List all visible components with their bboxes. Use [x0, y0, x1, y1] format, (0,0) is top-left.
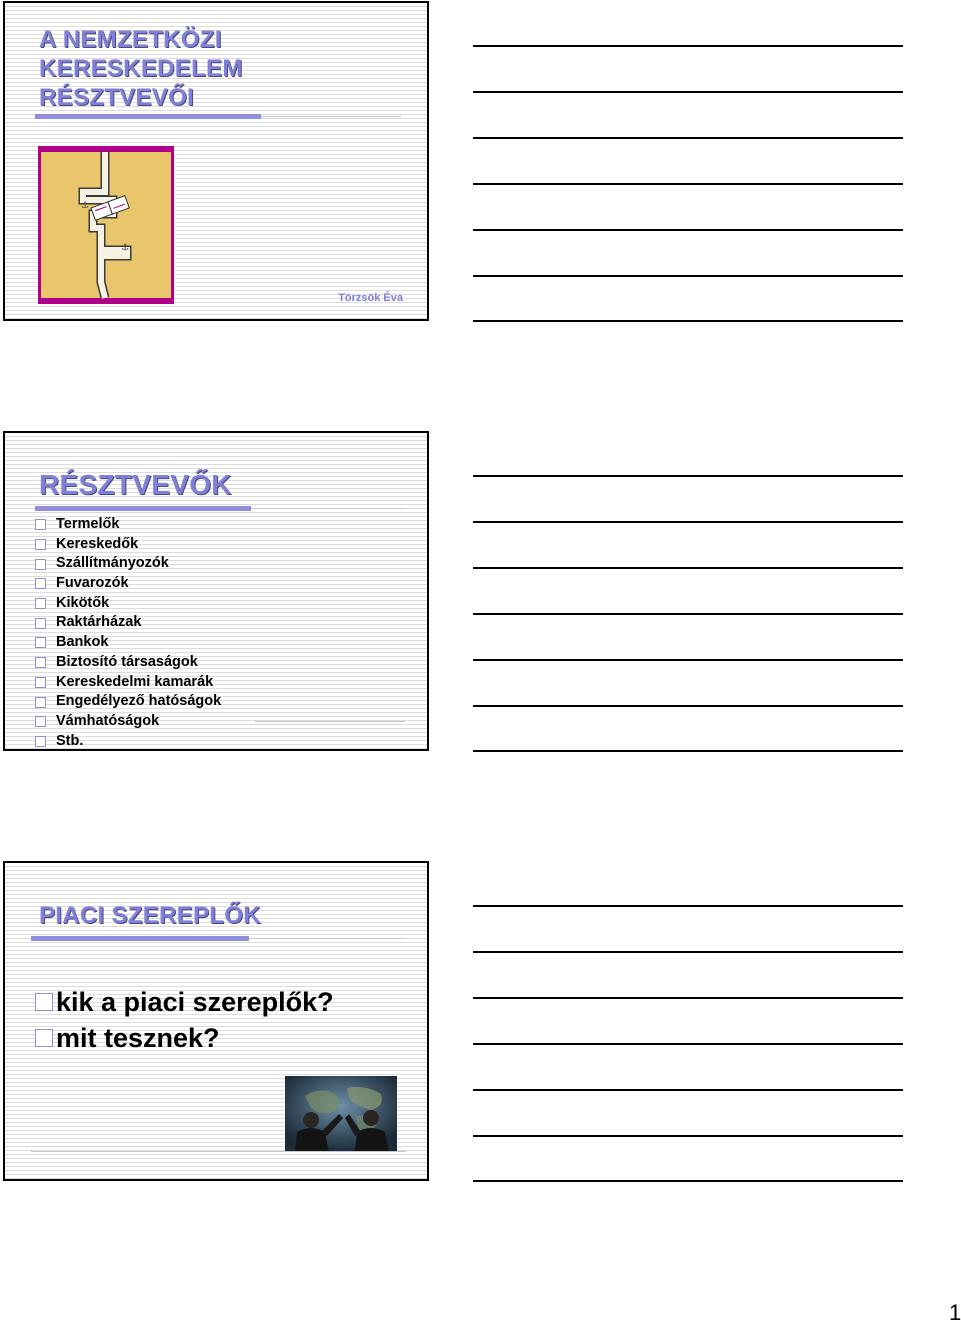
list-item — [35, 692, 221, 712]
note-line — [473, 997, 903, 999]
note-line — [473, 521, 903, 523]
square-bullet-icon — [35, 598, 46, 609]
list-item — [35, 984, 334, 1020]
list-item-label: Termelők — [56, 516, 120, 532]
note-line — [473, 1135, 903, 1137]
list-item-label: Kereskedelmi kamarák — [56, 673, 214, 690]
slide-1 — [3, 1, 429, 321]
slide-3-title: PIACI SZEREPLŐK — [39, 902, 261, 929]
note-line — [473, 613, 903, 615]
square-bullet-icon — [35, 539, 46, 550]
note-line — [473, 475, 903, 477]
title-underline — [35, 114, 261, 119]
title-line-2: KERESKEDELEM — [39, 55, 243, 82]
note-line — [473, 275, 903, 277]
businessmen-world-map-photo — [285, 1076, 397, 1152]
svg-text:⚓: ⚓ — [81, 201, 90, 211]
slide-2 — [3, 431, 429, 751]
questions-list — [35, 984, 334, 1056]
list-item — [35, 594, 221, 614]
list-item-label: Kereskedők — [56, 535, 139, 552]
note-line — [473, 320, 903, 322]
note-line — [473, 750, 903, 752]
list-item — [35, 1020, 334, 1056]
list-item-label: Fuvarozók — [56, 575, 129, 592]
square-bullet-icon — [35, 618, 46, 629]
list-item-label: Kikötők — [56, 594, 110, 611]
note-line — [473, 1089, 903, 1091]
title-underline — [35, 506, 251, 511]
note-line — [473, 91, 903, 93]
square-bullet-icon — [35, 697, 46, 708]
square-bullet-icon — [35, 578, 46, 589]
note-line — [473, 705, 903, 707]
note-line — [473, 951, 903, 953]
square-bullet-icon — [35, 559, 46, 570]
slide-3 — [3, 861, 429, 1181]
list-item — [35, 535, 221, 555]
question-label: mit tesznek? — [56, 1023, 220, 1053]
note-line — [473, 659, 903, 661]
title-rule — [251, 508, 406, 509]
square-bullet-icon — [35, 993, 53, 1011]
title-line-1: A NEMZETKÖZI — [39, 26, 222, 53]
title-rule — [249, 938, 406, 939]
participants-list — [35, 515, 221, 751]
note-line — [473, 137, 903, 139]
list-item — [35, 653, 221, 673]
title-line-3: RÉSZTVEVŐI — [39, 84, 195, 111]
square-bullet-icon — [35, 637, 46, 648]
route-drawing — [41, 152, 171, 298]
list-item-label: Raktárházak — [56, 614, 142, 631]
title-underline — [31, 936, 249, 941]
list-item — [35, 515, 221, 535]
square-bullet-icon — [35, 736, 46, 747]
square-bullet-icon — [35, 657, 46, 668]
shipping-route-illustration — [38, 146, 174, 304]
note-line — [473, 183, 903, 185]
note-line — [473, 1180, 903, 1182]
author-name: Törzsök Éva — [338, 292, 403, 304]
question-label: kik a piaci szereplők? — [56, 987, 334, 1017]
note-line — [473, 45, 903, 47]
list-item-label: Bankok — [56, 634, 109, 651]
square-bullet-icon — [35, 519, 46, 530]
list-item-label: Stb. — [56, 732, 84, 749]
slide-2-title: RÉSZTVEVŐK — [39, 469, 232, 500]
note-line — [473, 229, 903, 231]
list-item — [35, 554, 221, 574]
list-item — [35, 633, 221, 653]
square-bullet-icon — [35, 1029, 53, 1047]
note-line — [473, 905, 903, 907]
list-item-label: Biztosító társaságok — [56, 653, 198, 670]
square-bullet-icon — [35, 716, 46, 727]
square-bullet-icon — [35, 677, 46, 688]
list-item-label: Szállítmányozók — [56, 555, 169, 572]
list-item — [35, 732, 221, 752]
list-item — [35, 712, 221, 732]
footer-rule — [31, 1151, 406, 1152]
note-line — [473, 1043, 903, 1045]
page-number: 1 — [949, 1300, 961, 1325]
title-rule — [261, 116, 401, 117]
list-item — [35, 673, 221, 693]
list-item-label: Engedélyező hatóságok — [56, 693, 222, 710]
list-item — [35, 613, 221, 633]
footer-rule — [255, 721, 405, 722]
list-item-label: Vámhatóságok — [56, 712, 160, 729]
list-item — [35, 574, 221, 594]
note-line — [473, 567, 903, 569]
svg-text:⚓: ⚓ — [121, 243, 130, 253]
slide-1-title — [39, 25, 243, 112]
